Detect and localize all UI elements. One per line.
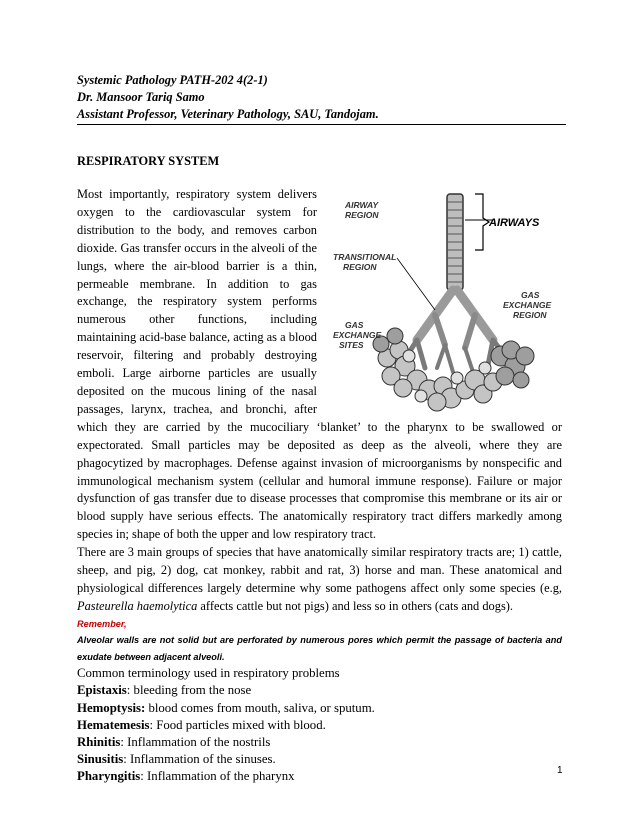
label-airway-region-2: REGION — [345, 210, 379, 220]
species-paragraph — [77, 544, 562, 616]
term-item — [77, 682, 562, 699]
label-gas-exchange-region-3: REGION — [513, 310, 547, 320]
term-item — [77, 700, 562, 717]
label-gas-exchange-sites-1: GAS — [345, 320, 364, 330]
term-definition: : Inflammation of the sinuses. — [123, 752, 276, 767]
label-gas-exchange-region-2: EXCHANGE — [503, 300, 552, 310]
term-name: Hemoptysis: — [77, 700, 146, 715]
term-name: Pharyngitis — [77, 769, 141, 784]
remember-label: Remember, — [77, 618, 127, 629]
term-item — [77, 768, 562, 785]
page-number: 1 — [557, 765, 563, 776]
term-item — [77, 751, 562, 768]
remember-note — [77, 616, 562, 666]
label-gas-exchange-region-1: GAS — [521, 290, 540, 300]
trachea-drawing — [447, 194, 463, 290]
term-definition: blood comes from mouth, saliva, or sputum. — [145, 700, 375, 715]
terminology-list — [77, 665, 562, 785]
course-line: Systemic Pathology PATH-202 4(2-1) — [77, 73, 268, 87]
species-italic: Pasteurella haemolytica — [77, 598, 198, 613]
label-airway-region-1: AIRWAY — [345, 200, 379, 210]
term-name: Epistaxis — [77, 683, 127, 698]
term-item — [77, 734, 562, 751]
species-text-a: There are 3 main groups of species that have anatomically similar respiratory tracts are; 1) cattle, sheep, and pig, 2) dog, cat monkey, rabbit and rat, 3) horse and man. These anatomical and physiological differences largely determine why some pathogens affect only some species (e.g, — [77, 545, 562, 595]
term-definition: : bleeding from the nose — [126, 683, 252, 698]
author-line: Dr. Mansoor Tariq Samo — [77, 90, 205, 104]
body-text — [77, 186, 562, 786]
term-definition: : Inflammation of the nostrils — [120, 735, 271, 750]
term-definition: : Food particles mixed with blood. — [149, 717, 326, 732]
species-text-b: affects cattle but not pigs) and less so in others (cats and dogs). — [197, 598, 513, 613]
term-name: Rhinitis — [77, 735, 121, 750]
affiliation-line: Assistant Professor, Veterinary Pathology, SAU, Tandojam. — [77, 107, 379, 121]
terminology-heading: Common terminology used in respiratory problems — [77, 666, 340, 681]
term-item — [77, 717, 562, 734]
intro-paragraph: Most importantly, respiratory system delivers oxygen to the cardiovascular system for distribution to the body, and removes carbon dioxide. Gas transfer occurs in the alveoli of the lungs, where the air-blood barrier is a thin, permeable membrane. In addition to gas exchange, the respiratory system performs numerous other functions, including maintaining acid-base balance, acting as a blood reservoir, filtering and probably destroying emboli. Large airborne particles are usually deposited on the mucous lining of the nasal passages, larynx, trachea, and bronchi, after which they are carried by the mucociliary ‘blanket’ to the pharynx to be swallowed or expectorated. Small particles may be deposited as deep as the alveoli, where they are phagocytized by macrophages. Defense against invasion of microorganisms by nonspecific and immunological mechanism system (cellular and humoral immune response). Failure or major dysfunction of gas transfer due to disease processes that compromise this membrane or its air or blood supply have serious effects. The anatomically respiratory tract differs markedly among species in; shape of both the upper and low respiratory tract. — [77, 187, 562, 542]
label-gas-exchange-sites-2: EXCHANGE — [333, 330, 382, 340]
respiratory-tract-figure — [325, 190, 566, 414]
term-definition: : Inflammation of the pharynx — [140, 769, 295, 784]
term-name: Hematemesis — [77, 717, 150, 732]
term-name: Sinusitis — [77, 752, 124, 767]
label-transitional-2: REGION — [343, 262, 377, 272]
label-airways: AIRWAYS — [489, 217, 540, 229]
section-title: RESPIRATORY SYSTEM — [77, 154, 220, 168]
label-transitional-1: TRANSITIONAL — [333, 252, 397, 262]
document-header — [77, 72, 566, 125]
label-gas-exchange-sites-3: SITES — [339, 340, 364, 350]
remember-text: Alveolar walls are not solid but are perforated by numerous pores which permit the passage of bacteria and exudate between adjacent alveoli. — [77, 635, 562, 662]
